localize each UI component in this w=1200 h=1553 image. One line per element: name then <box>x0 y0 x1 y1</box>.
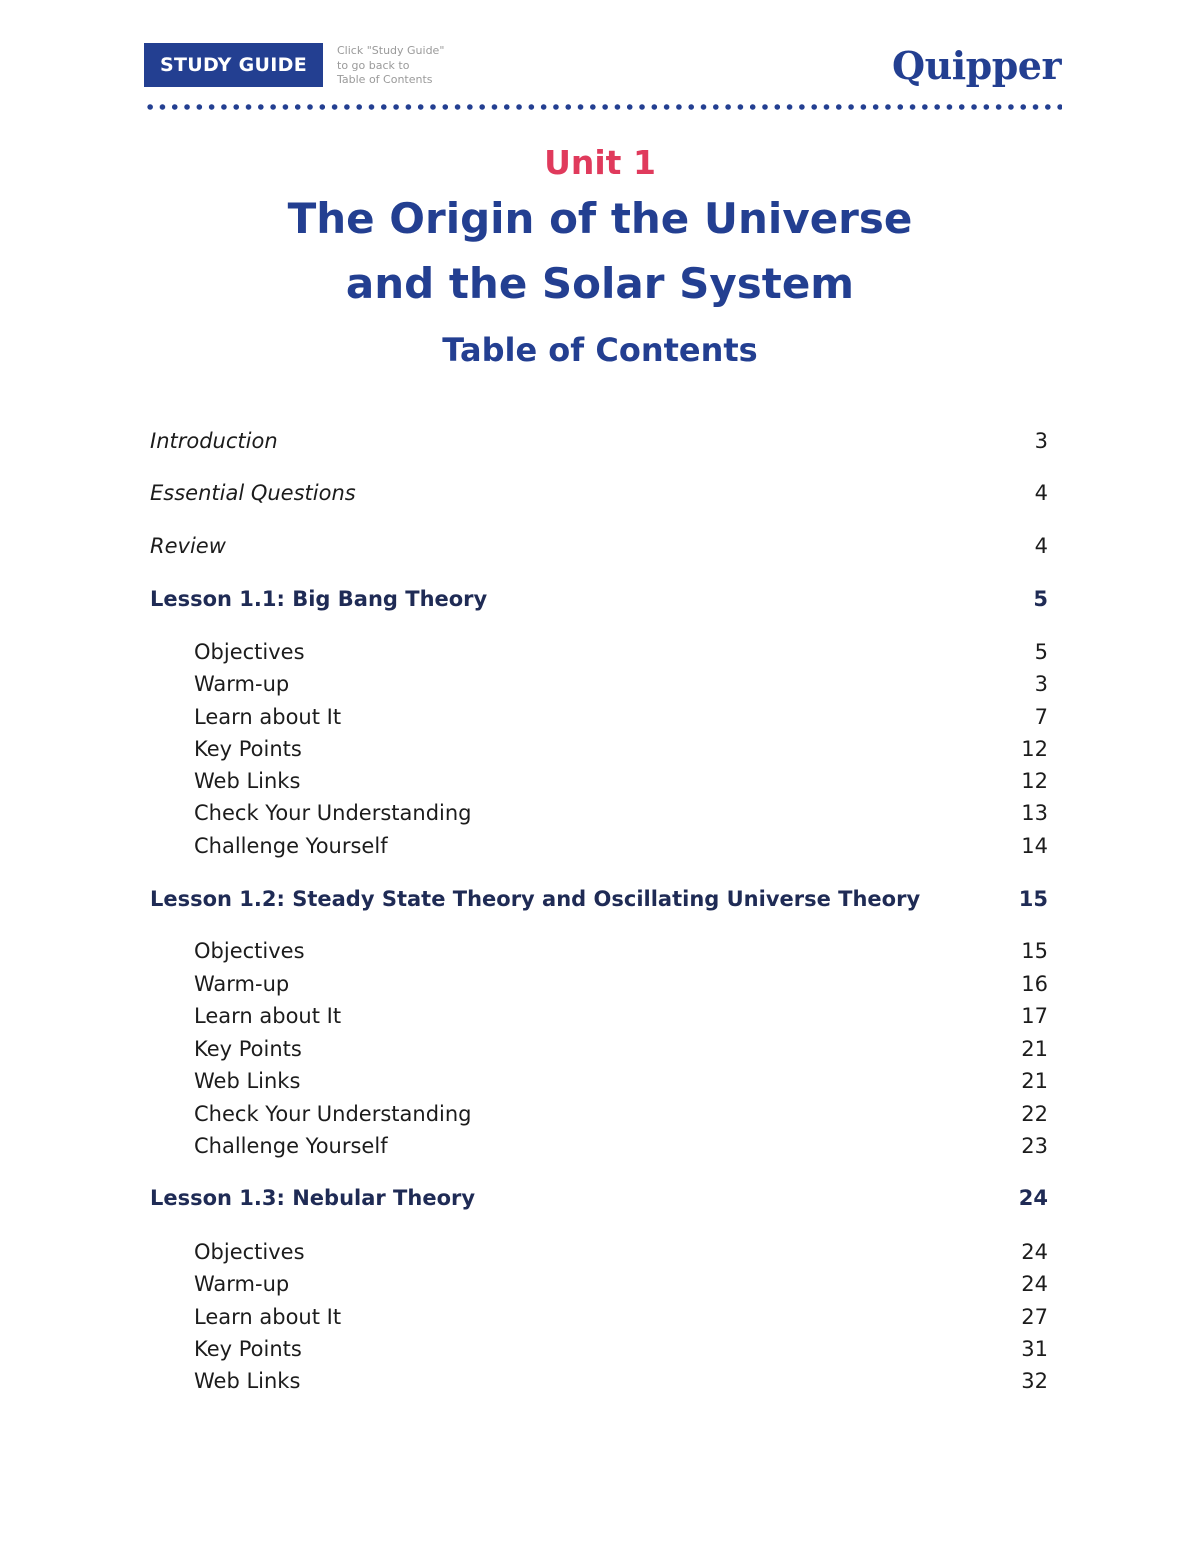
toc-entry-page: 16 <box>1021 972 1048 996</box>
toc-entry-label: Check Your Understanding <box>194 1102 472 1126</box>
toc-entry-label: Web Links <box>194 1369 301 1393</box>
toc-lesson-1-1[interactable] <box>150 583 1048 615</box>
toc-entry-label: Objectives <box>194 1240 305 1264</box>
toc-entry-label: Learn about It <box>194 1305 342 1329</box>
toc-entry-page: 24 <box>1021 1240 1048 1264</box>
toc-entry-page: 14 <box>1021 834 1048 858</box>
toc-entry-label: Essential Questions <box>150 481 356 505</box>
toc-entry-label: Warm-up <box>194 1272 290 1296</box>
toc-entry-page: 21 <box>1021 1037 1048 1061</box>
toc-entry-page: 13 <box>1021 801 1048 825</box>
toc-entry-page: 4 <box>1034 481 1048 505</box>
toc-entry-objectives[interactable] <box>150 636 1048 668</box>
toc-entry-objectives[interactable] <box>150 1236 1048 1268</box>
toc-entry-page: 23 <box>1021 1134 1048 1158</box>
toc-entry-label: Learn about It <box>194 1004 342 1028</box>
toc-entry-label: Check Your Understanding <box>194 801 472 825</box>
toc-heading: Table of Contents <box>442 331 758 369</box>
toc-entry-label: Review <box>150 534 226 558</box>
toc-entry-learn-about-it[interactable] <box>150 701 1048 733</box>
toc-entry-label: Key Points <box>194 1337 302 1361</box>
toc-entry-page: 21 <box>1021 1069 1048 1093</box>
toc-lesson-title: Lesson 1.3: Nebular Theory <box>150 1186 476 1210</box>
toc-entry-key-points[interactable] <box>150 1033 1048 1065</box>
toc-entry-learn-about-it[interactable] <box>150 1000 1048 1032</box>
quipper-logo: Quipper <box>891 43 1061 88</box>
page-title-line-2: and the Solar System <box>345 259 855 308</box>
toc-entry-page: 15 <box>1021 939 1048 963</box>
page-title-line-1: The Origin of the Universe <box>287 194 913 243</box>
toc-entry-label: Web Links <box>194 1069 301 1093</box>
toc-entry-label: Challenge Yourself <box>194 1134 388 1158</box>
toc-entry-check-your-understanding[interactable] <box>150 797 1048 829</box>
toc-entry-label: Objectives <box>194 640 305 664</box>
study-guide-button[interactable]: STUDY GUIDE <box>144 43 323 87</box>
toc-entry-label: Key Points <box>194 737 302 761</box>
toc-entry-page: 3 <box>1034 672 1048 696</box>
toc-entry-page: 15 <box>1018 887 1048 911</box>
hint-line: Click "Study Guide" <box>337 44 445 57</box>
toc-entry-warm-up[interactable] <box>150 668 1048 700</box>
toc-entry-challenge-yourself[interactable] <box>150 1130 1048 1162</box>
toc-entry-label: Introduction <box>150 429 278 453</box>
toc-entry-review[interactable] <box>150 530 1048 562</box>
toc-entry-page: 17 <box>1021 1004 1048 1028</box>
toc-entry-challenge-yourself[interactable] <box>150 830 1048 862</box>
toc-entry-page: 31 <box>1021 1337 1048 1361</box>
toc-entry-page: 3 <box>1034 429 1048 453</box>
hint-line: to go back to <box>337 58 410 72</box>
unit-label: Unit 1 <box>544 143 656 182</box>
toc-entry-page: 22 <box>1021 1102 1048 1126</box>
hint-line: Table of Contents <box>337 73 433 86</box>
toc-lesson-title: Lesson 1.1: Big Bang Theory <box>150 587 488 611</box>
toc-entry-web-links[interactable] <box>150 1065 1048 1097</box>
toc-entry-essential-questions[interactable] <box>150 477 1048 509</box>
toc-entry-page: 12 <box>1021 769 1048 793</box>
toc-entry-page: 24 <box>1018 1186 1048 1210</box>
toc-entry-page: 27 <box>1021 1305 1048 1329</box>
toc-entry-warm-up[interactable] <box>150 1268 1048 1300</box>
toc-entry-page: 5 <box>1033 587 1048 611</box>
toc-entry-learn-about-it[interactable] <box>150 1301 1048 1333</box>
toc-entry-page: 4 <box>1034 534 1048 558</box>
toc-entry-label: Learn about It <box>194 705 342 729</box>
toc-lesson-1-3[interactable] <box>150 1182 1048 1214</box>
toc-entry-page: 24 <box>1021 1272 1048 1296</box>
toc-entry-warm-up[interactable] <box>150 968 1048 1000</box>
toc-entry-label: Objectives <box>194 939 305 963</box>
toc-entry-page: 32 <box>1021 1369 1048 1393</box>
toc-lesson-title: Lesson 1.2: Steady State Theory and Oscillating Universe Theory <box>150 887 921 911</box>
toc-lesson-1-2[interactable] <box>150 883 1048 915</box>
dotted-divider <box>144 104 1062 110</box>
toc-entry-label: Challenge Yourself <box>194 834 388 858</box>
toc-entry-web-links[interactable] <box>150 1365 1048 1397</box>
toc-entry-label: Warm-up <box>194 972 290 996</box>
study-guide-hint <box>337 44 477 88</box>
toc-entry-key-points[interactable] <box>150 1333 1048 1365</box>
toc-entry-page: 12 <box>1021 737 1048 761</box>
toc-entry-check-your-understanding[interactable] <box>150 1098 1048 1130</box>
toc-entry-key-points[interactable] <box>150 733 1048 765</box>
toc-entry-label: Warm-up <box>194 672 290 696</box>
toc-entry-page: 7 <box>1034 705 1048 729</box>
toc-entry-label: Web Links <box>194 769 301 793</box>
toc-entry-label: Key Points <box>194 1037 302 1061</box>
toc-entry-web-links[interactable] <box>150 765 1048 797</box>
toc-entry-page: 5 <box>1034 640 1048 664</box>
toc-entry-objectives[interactable] <box>150 935 1048 967</box>
toc-entry-introduction[interactable] <box>150 425 1048 457</box>
